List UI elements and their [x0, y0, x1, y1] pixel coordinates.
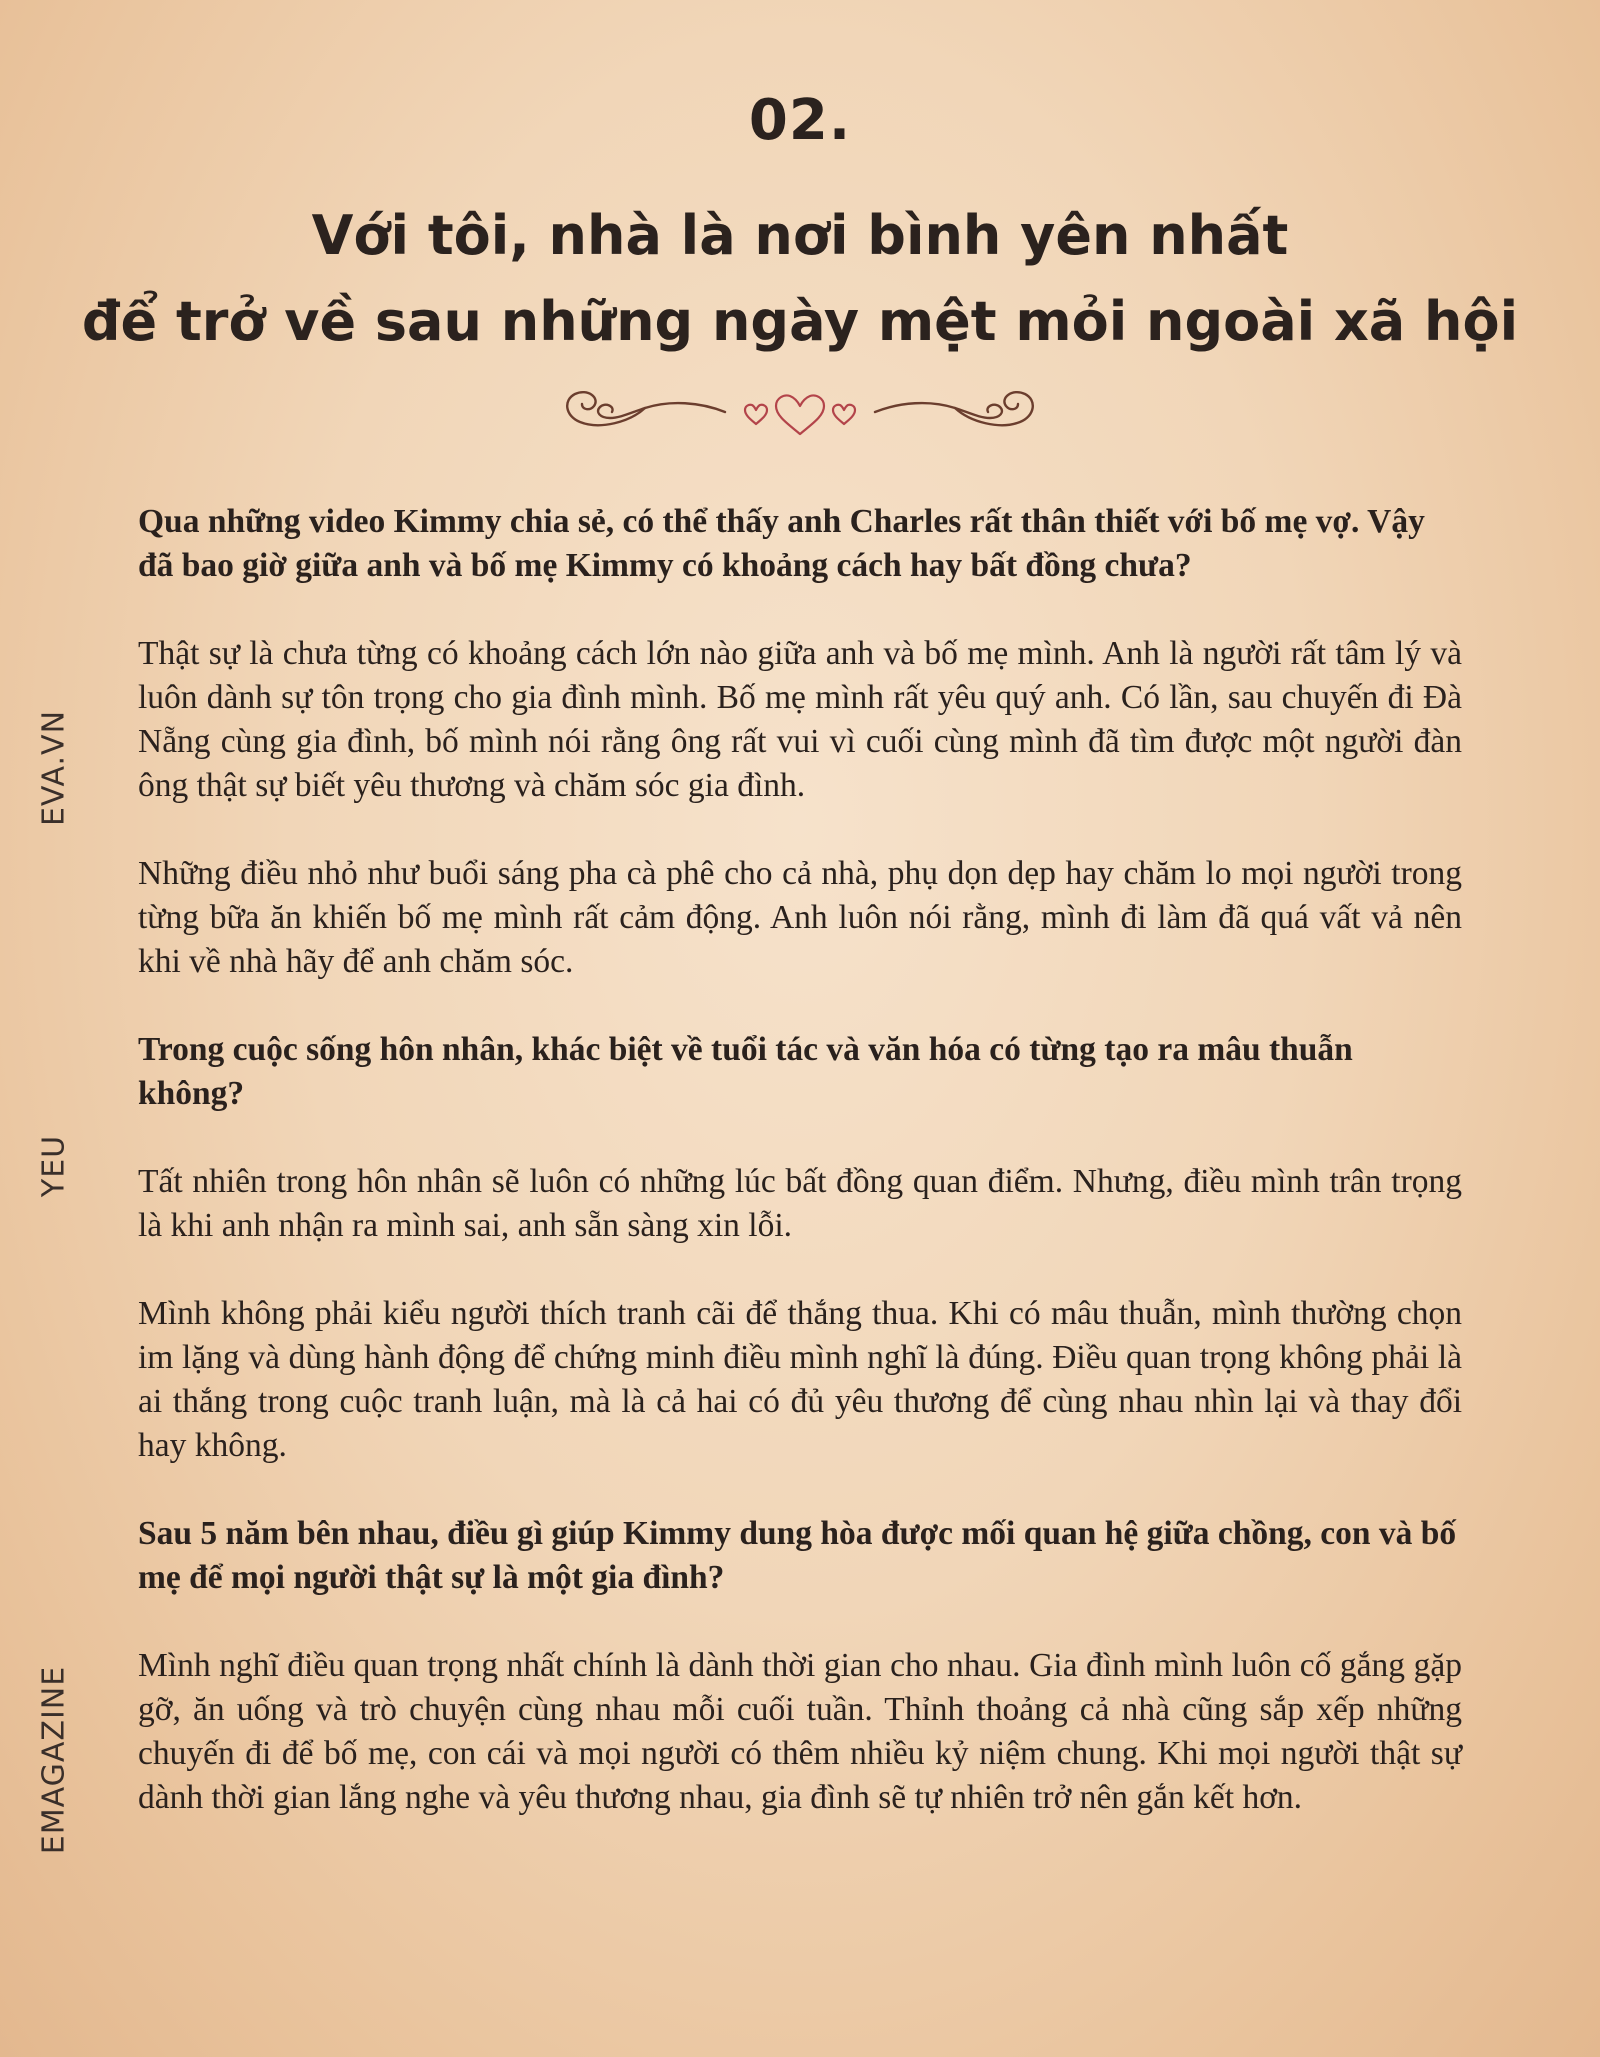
section-number: 02.	[748, 88, 852, 153]
side-label-yeu: YEU	[36, 1134, 72, 1198]
side-label-emagazine: EMAGAZINE	[36, 1665, 72, 1855]
side-label-eva: EVA.VN	[36, 709, 72, 827]
section-title-line-1: Với tôi, nhà là nơi bình yên nhất	[311, 204, 1289, 267]
answer-paragraph: Những điều nhỏ như buổi sáng pha cà phê cho cả nhà, phụ dọn dẹp hay chăm lo mọi người trong từng bữa ăn khiến bố mẹ mình rất cảm động. Anh luôn nói rằng, mình đi làm đã quá vất vả nên khi về nhà hãy để anh chăm sóc.	[138, 855, 1462, 980]
section-title	[0, 193, 1600, 365]
question-paragraph: Sau 5 năm bên nhau, điều gì giúp Kimmy dung hòa được mối quan hệ giữa chồng, con và bố mẹ để mọi người thật sự là một gia đình?	[138, 1515, 1457, 1596]
answer-paragraph: Mình không phải kiểu người thích tranh cãi để thắng thua. Khi có mâu thuẫn, mình thường chọn im lặng và dùng hành động để chứng minh điều mình nghĩ là đúng. Điều quan trọng không phải là ai thắng trong cuộc tranh luận, mà là cả hai có đủ yêu thương để cùng nhau nhìn lại và thay đổi hay không.	[138, 1295, 1462, 1464]
answer-paragraph: Mình nghĩ điều quan trọng nhất chính là dành thời gian cho nhau. Gia đình mình luôn cố gắng gặp gỡ, ăn uống và trò chuyện cùng nhau mỗi cuối tuần. Thỉnh thoảng cả nhà cũng sắp xếp những chuyến đi để bố mẹ, con cái và mọi người có thêm nhiều kỷ niệm chung. Khi mọi người thật sự dành thời gian lắng nghe và yêu thương nhau, gia đình sẽ tự nhiên trở nên gắn kết hơn.	[138, 1647, 1462, 1816]
article-body	[138, 500, 1462, 1864]
swirl-hearts-divider-icon	[560, 382, 1040, 442]
answer-paragraph: Tất nhiên trong hôn nhân sẽ luôn có những lúc bất đồng quan điểm. Nhưng, điều mình trân trọng là khi anh nhận ra mình sai, anh sẵn sàng xin lỗi.	[138, 1163, 1462, 1244]
question-paragraph: Trong cuộc sống hôn nhân, khác biệt về tuổi tác và văn hóa có từng tạo ra mâu thuẫn không?	[138, 1031, 1353, 1112]
answer-paragraph: Thật sự là chưa từng có khoảng cách lớn nào giữa anh và bố mẹ mình. Anh là người rất tâm lý và luôn dành sự tôn trọng cho gia đình mình. Bố mẹ mình rất yêu quý anh. Có lần, sau chuyến đi Đà Nẵng cùng gia đình, bố mình nói rằng ông rất vui vì cuối cùng mình đã tìm được một người đàn ông thật sự biết yêu thương và chăm sóc gia đình.	[138, 635, 1462, 804]
question-paragraph: Qua những video Kimmy chia sẻ, có thể thấy anh Charles rất thân thiết với bố mẹ vợ. Vậy đã bao giờ giữa anh và bố mẹ Kimmy có khoảng cách hay bất đồng chưa?	[138, 503, 1425, 584]
section-title-line-2: để trở về sau những ngày mệt mỏi ngoài xã hội	[81, 290, 1519, 353]
